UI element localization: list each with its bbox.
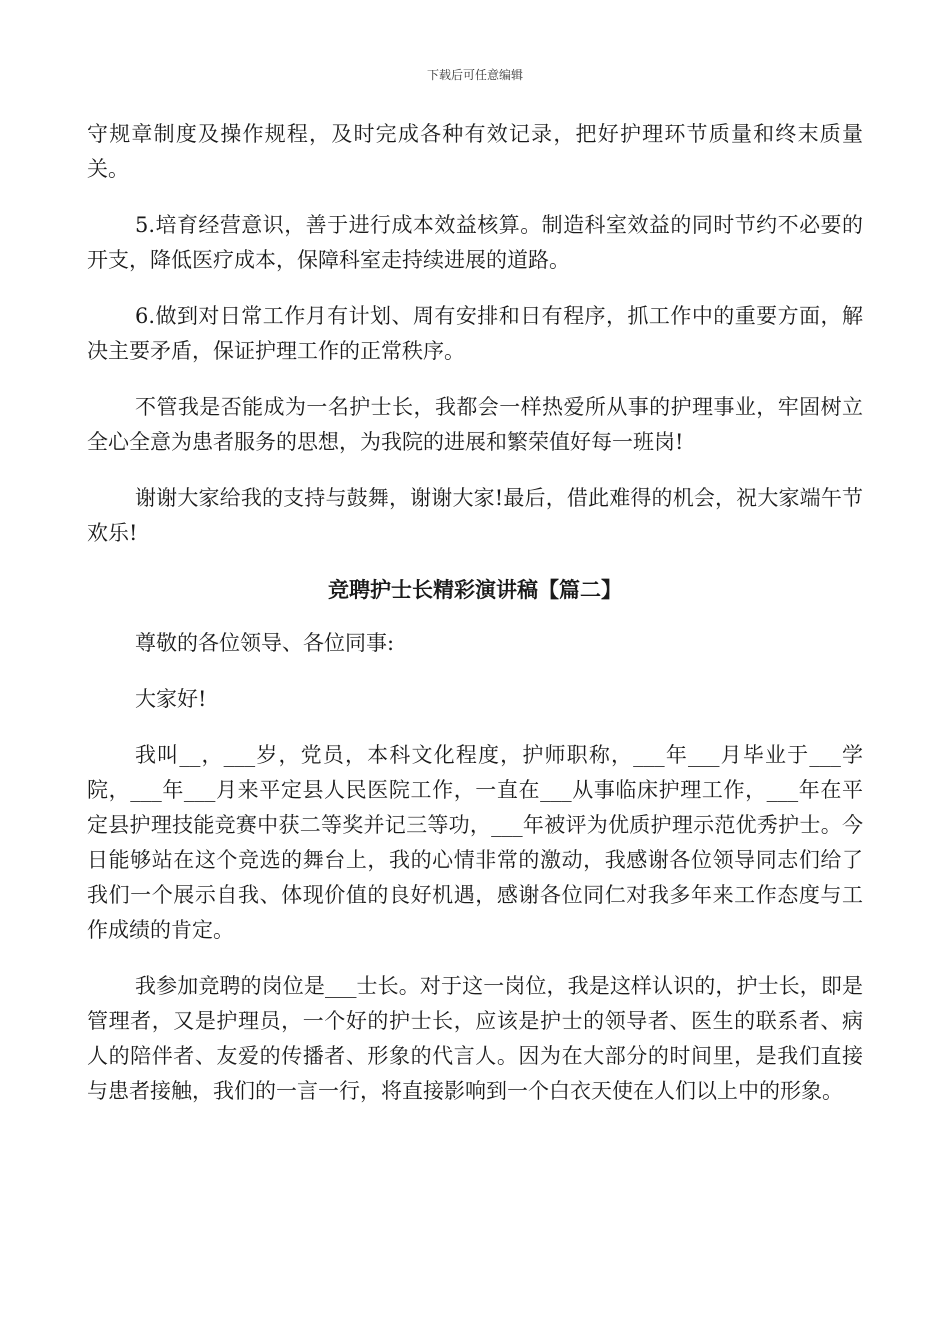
- header-note: 下载后可任意编辑: [426, 68, 523, 82]
- paragraph-self-introduction: 我叫__，___岁，党员，本科文化程度，护师职称，___年___月毕业于___学院，___年___月来平定县人民医院工作，一直在___从事临床护理工作，___年在平定县护理技能竞赛中获二等奖并记三等功，___年被评为优质护理示范优秀护士。今日能够站在这个竞选的舞台上，我的心情非常的激动，我感谢各位领导同志们给了我们一个展示自我、体现价值的良好机遇，感谢各位同仁对我多年来工作态度与工作成绩的肯定。: [87, 743, 863, 942]
- paragraph-thanks: 谢谢大家给我的支持与鼓舞，谢谢大家!最后，借此难得的机会，祝大家端午节欢乐!: [87, 486, 863, 545]
- paragraph-position-understanding: 我参加竞聘的岗位是___士长。对于这一岗位，我是这样认识的，护士长，即是管理者，又是护理员，一个好的护士长，应该是护士的领导者、医生的联系者、病人的陪伴者、友爱的传播者、形象的代言人。因为在大部分的时间里，是我们直接与患者接触，我们的一言一行，将直接影响到一个白衣天使在人们以上中的形象。: [87, 974, 863, 1103]
- document-body: [87, 117, 863, 1130]
- paragraph-salutation: 尊敬的各位领导、各位同事:: [135, 631, 395, 655]
- paragraph-greeting: 大家好!: [135, 687, 207, 711]
- paragraph-commitment: 不管我是否能成为一名护士长，我都会一样热爱所从事的护理事业，牢固树立全心全意为患者服务的思想，为我院的进展和繁荣值好每一班岗!: [87, 395, 863, 454]
- paragraph-continuation: 守规章制度及操作规程，及时完成各种有效记录，把好护理环节质量和终末质量关。: [87, 122, 863, 181]
- section-title: 竞聘护士长精彩演讲稿【篇二】: [328, 577, 622, 602]
- paragraph-item-5: 5.培育经营意识，善于进行成本效益核算。制造科室效益的同时节约不必要的开支，降低医疗成本，保障科室走持续进展的道路。: [87, 213, 863, 272]
- paragraph-item-6: 6.做到对日常工作月有计划、周有安排和日有程序，抓工作中的重要方面，解决主要矛盾，保证护理工作的正常秩序。: [87, 304, 863, 363]
